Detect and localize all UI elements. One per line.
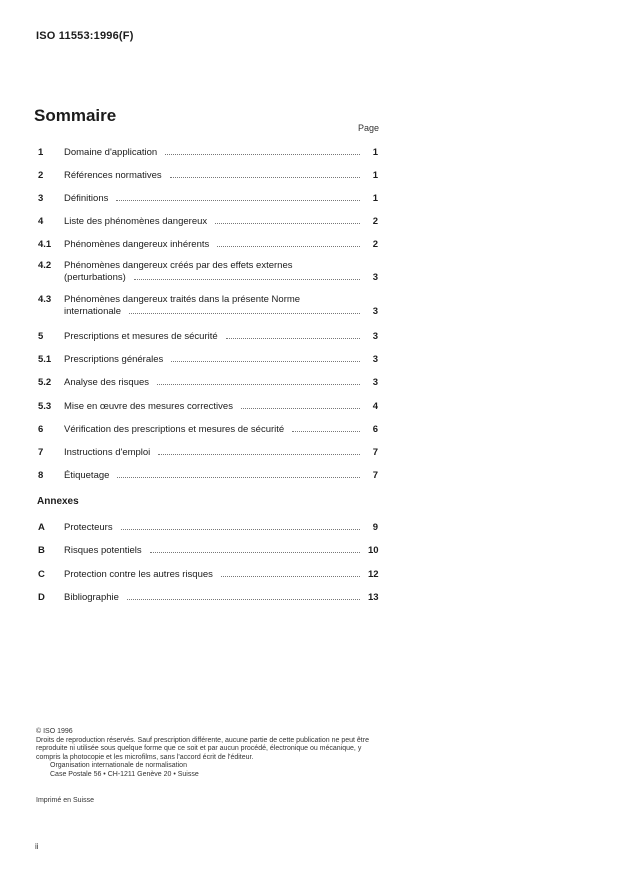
annex-entry-d[interactable]	[38, 589, 378, 603]
toc-label: Références normatives	[64, 170, 162, 181]
toc-label: Mise en œuvre des mesures correctives	[64, 401, 233, 412]
leader-dots	[157, 384, 360, 385]
leader-dots	[171, 361, 360, 362]
standard-id-header: ISO 11553:1996(F)	[36, 30, 134, 42]
annex-letter: D	[38, 592, 45, 603]
annex-entry-c[interactable]	[38, 566, 378, 580]
leader-dots	[129, 313, 360, 314]
toc-number: 4	[38, 216, 44, 227]
toc-label: Instructions d'emploi	[64, 447, 151, 458]
annex-entry-b[interactable]	[38, 542, 378, 556]
toc-entry-5[interactable]	[38, 328, 378, 342]
annex-page: 13	[368, 592, 379, 603]
toc-page: 6	[372, 424, 378, 435]
toc-label: Prescriptions et mesures de sécurité	[64, 331, 218, 342]
annex-letter: C	[38, 569, 45, 580]
copyright-block	[36, 728, 386, 780]
toc-entry-8[interactable]	[38, 467, 378, 481]
toc-number: 5.1	[38, 354, 52, 365]
toc-label: Analyse des risques	[64, 377, 150, 388]
toc-label: Vérification des prescriptions et mesures de sécurité	[64, 424, 285, 435]
toc-entry-5-2[interactable]	[38, 374, 378, 388]
toc-page: 1	[372, 147, 378, 158]
leader-dots	[117, 477, 360, 478]
leader-dots	[134, 279, 360, 280]
leader-dots	[217, 246, 360, 247]
toc-page: 7	[372, 447, 378, 458]
toc-page: 3	[372, 354, 378, 365]
toc-number: 2	[38, 170, 44, 181]
printed-in: Imprimé en Suisse	[36, 797, 94, 804]
toc-number: 5	[38, 331, 44, 342]
toc-page: 1	[372, 170, 378, 181]
toc-page: 7	[372, 470, 378, 481]
toc-page: 2	[372, 216, 378, 227]
leader-dots	[215, 223, 360, 224]
toc-label-line1: Phénomènes dangereux traités dans la présente Norme	[64, 294, 301, 305]
copyright-line: © ISO 1996	[36, 728, 73, 735]
leader-dots	[150, 552, 360, 553]
org-address: Case Postale 56 • CH-1211 Genève 20 • Suisse	[50, 770, 199, 778]
leader-dots	[170, 177, 360, 178]
annex-page: 9	[372, 522, 378, 533]
toc-entry-2[interactable]	[38, 167, 378, 181]
page-column-label: Page	[358, 123, 380, 133]
toc-label: Définitions	[64, 193, 109, 204]
toc-number: 5.2	[38, 377, 52, 388]
annex-label: Protecteurs	[64, 522, 113, 533]
toc-label: Domaine d'application	[64, 147, 158, 158]
annex-page: 12	[368, 569, 379, 580]
leader-dots	[127, 599, 360, 600]
toc-page: 3	[372, 377, 378, 388]
toc-entry-4[interactable]	[38, 213, 378, 227]
annex-label: Risques potentiels	[64, 545, 142, 556]
leader-dots	[221, 576, 360, 577]
toc-number: 4.3	[38, 294, 52, 305]
toc-label-line1: Phénomènes dangereux créés par des effets externes	[64, 260, 293, 271]
toc-number: 6	[38, 424, 44, 435]
toc-label-line2: internationale	[64, 306, 122, 317]
annexes-heading: Annexes	[37, 496, 79, 507]
toc-entry-7[interactable]	[38, 444, 378, 458]
toc-number: 4.1	[38, 239, 52, 250]
annex-letter: A	[38, 522, 45, 533]
leader-dots	[116, 200, 360, 201]
leader-dots	[165, 154, 360, 155]
annex-letter: B	[38, 545, 45, 556]
toc-number: 4.2	[38, 260, 52, 271]
toc-entry-4-1[interactable]	[38, 236, 378, 250]
toc-page: 3	[372, 306, 378, 317]
toc-number: 1	[38, 147, 44, 158]
toc-label: Liste des phénomènes dangereux	[64, 216, 208, 227]
annex-page: 10	[368, 545, 379, 556]
leader-dots	[158, 454, 360, 455]
toc-number: 3	[38, 193, 44, 204]
toc-page: 3	[372, 331, 378, 342]
annex-label: Bibliographie	[64, 592, 119, 603]
toc-number: 8	[38, 470, 44, 481]
toc-page: 1	[372, 193, 378, 204]
toc-page: 3	[372, 272, 378, 283]
toc-label: Phénomènes dangereux inhérents	[64, 239, 210, 250]
toc-page: 4	[372, 401, 378, 412]
leader-dots	[241, 408, 360, 409]
annex-entry-a[interactable]	[38, 519, 378, 533]
toc-entry-5-3[interactable]	[38, 398, 378, 412]
toc-entry-5-1[interactable]	[38, 351, 378, 365]
toc-label: Étiquetage	[64, 470, 110, 481]
toc-entry-3[interactable]	[38, 190, 378, 204]
copyright-rights: Droits de reproduction réservés. Sauf prescription différente, aucune partie de cette publication ne peut être reproduite ni utilisée sous quelque forme que ce soit et par aucun procédé, électronique ou mécanique, y compris la photocopie et les microfilms, sans l'accord écrit de l'éditeur.	[36, 736, 369, 761]
toc-entry-6[interactable]	[38, 421, 378, 435]
toc-number: 7	[38, 447, 44, 458]
toc-label: Prescriptions générales	[64, 354, 164, 365]
page-title: Sommaire	[34, 106, 117, 125]
toc-entry-4-3[interactable]	[38, 294, 378, 322]
toc-entry-1[interactable]	[38, 144, 378, 158]
leader-dots	[292, 431, 360, 432]
org-name: Organisation internationale de normalisation	[50, 762, 187, 770]
toc-number: 5.3	[38, 401, 52, 412]
annex-label: Protection contre les autres risques	[64, 569, 213, 580]
toc-page: 2	[372, 239, 378, 250]
toc-label-line2: (perturbations)	[64, 272, 126, 283]
leader-dots	[226, 338, 360, 339]
page-number: ii	[35, 842, 39, 851]
leader-dots	[121, 529, 360, 530]
toc-entry-4-2[interactable]	[38, 260, 378, 288]
